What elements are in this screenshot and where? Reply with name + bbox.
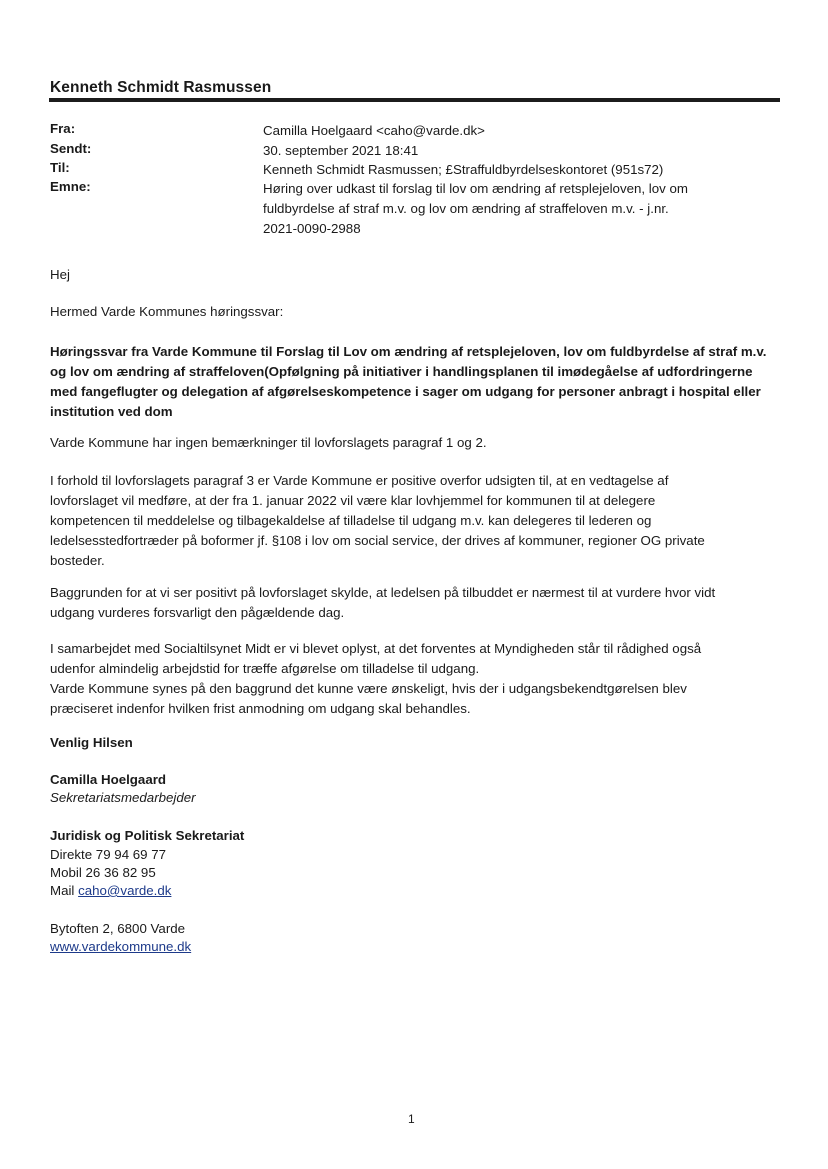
subject-line: 2021-0090-2988 — [263, 221, 361, 236]
closing: Venlig Hilsen — [50, 735, 133, 750]
response-heading — [50, 342, 780, 422]
website-link[interactable]: www.vardekommune.dk — [50, 939, 192, 954]
paragraph-4 — [50, 639, 780, 719]
signature-name: Camilla Hoelgaard — [50, 772, 167, 787]
subject-value — [263, 179, 753, 239]
greeting: Hej — [50, 267, 70, 282]
signature-direct-phone: Direkte 79 94 69 77 — [50, 847, 167, 862]
intro-text: Hermed Varde Kommunes høringssvar: — [50, 304, 284, 319]
sent-label: Sendt: — [50, 141, 92, 156]
to-label: Til: — [50, 160, 70, 175]
paragraph-line: lovforslaget vil medføre, at der fra 1. januar 2022 vil være klar lovhjemmel for kommunen til at delegere — [50, 493, 656, 508]
paragraph-line: I samarbejdet med Socialtilsynet Midt er vi blevet oplyst, at det forventes at Myndigheden står til rådighed også — [50, 641, 702, 656]
subject-label: Emne: — [50, 179, 91, 194]
signature-mail — [50, 881, 780, 901]
to-value: Kenneth Schmidt Rasmussen; £Straffuldbyrdelseskontoret (951s72) — [263, 162, 664, 177]
from-label: Fra: — [50, 121, 76, 136]
heading-line: institution ved dom — [50, 404, 173, 419]
paragraph-line: bosteder. — [50, 553, 105, 568]
page-number: 1 — [408, 1112, 415, 1126]
sender-name: Kenneth Schmidt Rasmussen — [50, 79, 272, 96]
paragraph-line: udgang vurderes forsvarligt den pågældende dag. — [50, 605, 345, 620]
paragraph-line: kompetencen til meddelelse og tilbagekaldelse af tilladelse til udgang m.v. kan delegeres til lederen og — [50, 513, 652, 528]
heading-line: med fangeflugter og delegation af afgørelseskompetence i sager om udgang for personer anbragt i hospital eller — [50, 384, 761, 399]
heading-line: og lov om ændring af straffeloven(Opfølgning på initiativer i handlingsplanen til imødegåelse af udfordringerne — [50, 364, 753, 379]
paragraph-line: Baggrunden for at vi ser positivt på lovforslaget skylde, at ledelsen på tilbuddet er nærmest til at vurdere hvor vidt — [50, 585, 716, 600]
heading-line: Høringssvar fra Varde Kommune til Forslag til Lov om ændring af retsplejeloven, lov om fuldbyrdelse af straf m.v. — [50, 344, 767, 359]
mail-link[interactable]: caho@varde.dk — [78, 883, 172, 898]
paragraph-line: Varde Kommune synes på den baggrund det kunne være ønskeligt, hvis der i udgangsbekendtgørelsen blev — [50, 681, 687, 696]
subject-line: Høring over udkast til forslag til lov om ændring af retsplejeloven, lov om — [263, 181, 688, 196]
sent-value: 30. september 2021 18:41 — [263, 143, 419, 158]
paragraph-2 — [50, 471, 780, 571]
mail-label: Mail — [50, 883, 75, 898]
paragraph-line: I forhold til lovforslagets paragraf 3 er Varde Kommune er positive overfor udsigten til, at en vedtagelse af — [50, 473, 669, 488]
signature-mobile-phone: Mobil 26 36 82 95 — [50, 865, 156, 880]
header-divider — [49, 98, 780, 102]
paragraph-1: Varde Kommune har ingen bemærkninger til lovforslagets paragraf 1 og 2. — [50, 435, 487, 450]
paragraph-line: præciseret indenfor hvilken frist anmodning om udgang skal behandles. — [50, 701, 471, 716]
signature-department: Juridisk og Politisk Sekretariat — [50, 828, 245, 843]
signature-title: Sekretariatsmedarbejder — [50, 790, 196, 805]
paragraph-3 — [50, 583, 780, 623]
from-value: Camilla Hoelgaard <caho@varde.dk> — [263, 123, 485, 138]
paragraph-line: ledelsesstedfortræder på boformer jf. §108 i lov om social service, der drives af kommuner, regioner OG private — [50, 533, 705, 548]
signature-address: Bytoften 2, 6800 Varde — [50, 921, 186, 936]
subject-line: fuldbyrdelse af straf m.v. og lov om ændring af straffeloven m.v. - j.nr. — [263, 201, 669, 216]
signature-website — [50, 937, 780, 957]
paragraph-line: udenfor almindelig arbejdstid for træffe afgørelse om tilladelse til udgang. — [50, 661, 480, 676]
